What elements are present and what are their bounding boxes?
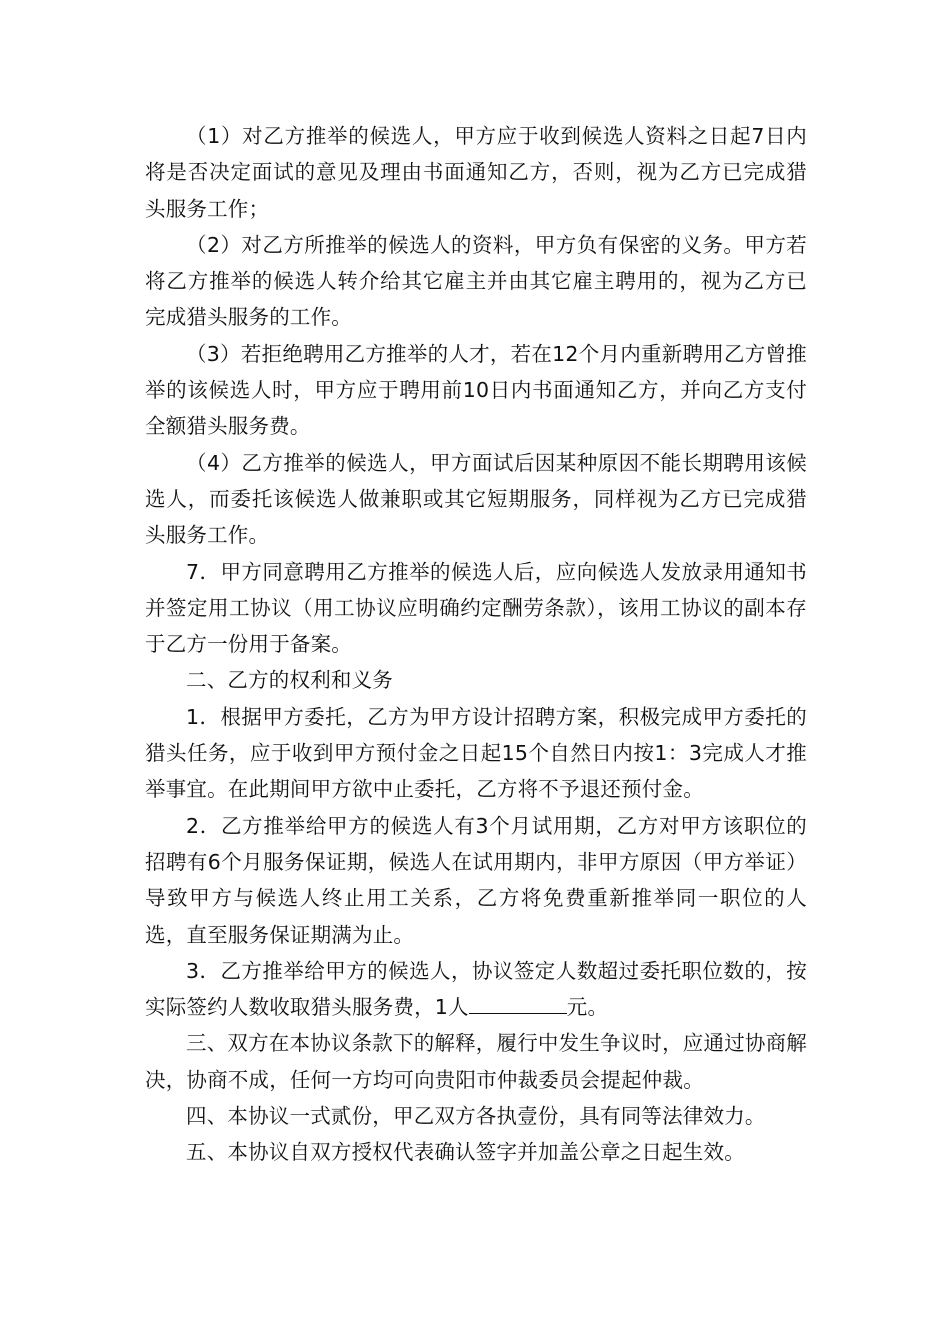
party-b-clause-2: 2．乙方推举给甲方的候选人有3个月试用期，乙方对甲方该职位的招聘有6个月服务保证期，候选人在试用期内，非甲方原因（甲方举证）导致甲方与候选人终止用工关系，乙方将免费重新推举同一职位的人选，直至服务保证期满为止。 bbox=[145, 813, 807, 947]
section-3-dispute: 三、双方在本协议条款下的解释，履行中发生争议时，应通过协商解决，协商不成，任何一方均可向贵阳市仲裁委员会提起仲裁。 bbox=[145, 1031, 807, 1092]
party-b-clause-3 bbox=[145, 953, 807, 1026]
clause-1: （1）对乙方推举的候选人，甲方应于收到候选人资料之日起7日内将是否决定面试的意见及理由书面通知乙方，否则，视为乙方已完成猎头服务工作； bbox=[145, 124, 807, 221]
clause-3: （3）若拒绝聘用乙方推举的人才，若在12个月内重新聘用乙方曾推举的该候选人时，甲方应于聘用前10日内书面通知乙方，并向乙方支付全额猎头服务费。 bbox=[145, 341, 807, 439]
clause-7: 7．甲方同意聘用乙方推举的候选人后，应向候选人发放录用通知书并签定用工协议（用工协议应明确约定酬劳条款），该用工协议的副本存于乙方一份用于备案。 bbox=[145, 559, 807, 657]
document-page bbox=[145, 118, 807, 1171]
fee-blank-field[interactable] bbox=[469, 991, 567, 1014]
fee-clause-suffix: 元。 bbox=[566, 995, 609, 1020]
party-b-clause-1: 1．根据甲方委托，乙方为甲方设计招聘方案，积极完成甲方委托的猎头任务，应于收到甲方预付金之日起15个自然日内按1：3完成人才推举事宜。在此期间甲方欲中止委托，乙方将不予退还预付金。 bbox=[145, 704, 807, 802]
clause-2: （2）对乙方所推举的候选人的资料，甲方负有保密的义务。甲方若将乙方推举的候选人转介给其它雇主并由其它雇主聘用的，视为乙方已完成猎头服务的工作。 bbox=[145, 232, 807, 330]
section-5-effective: 五、本协议自双方授权代表确认签字并加盖公章之日起生效。 bbox=[186, 1140, 745, 1165]
fee-clause-text: 3．乙方推举给甲方的候选人，协议签定人数超过委托职位数的，按实际签约人数收取猎头服务费，1人 bbox=[145, 958, 807, 1020]
section-4-copies: 四、本协议一式贰份，甲乙双方各执壹份，具有同等法律效力。 bbox=[186, 1104, 766, 1129]
section-heading-2: 二、乙方的权利和义务 bbox=[186, 668, 393, 693]
clause-4: （4）乙方推举的候选人，甲方面试后因某种原因不能长期聘用该候选人，而委托该候选人做兼职或其它短期服务，同样视为乙方已完成猎头服务工作。 bbox=[145, 450, 807, 548]
